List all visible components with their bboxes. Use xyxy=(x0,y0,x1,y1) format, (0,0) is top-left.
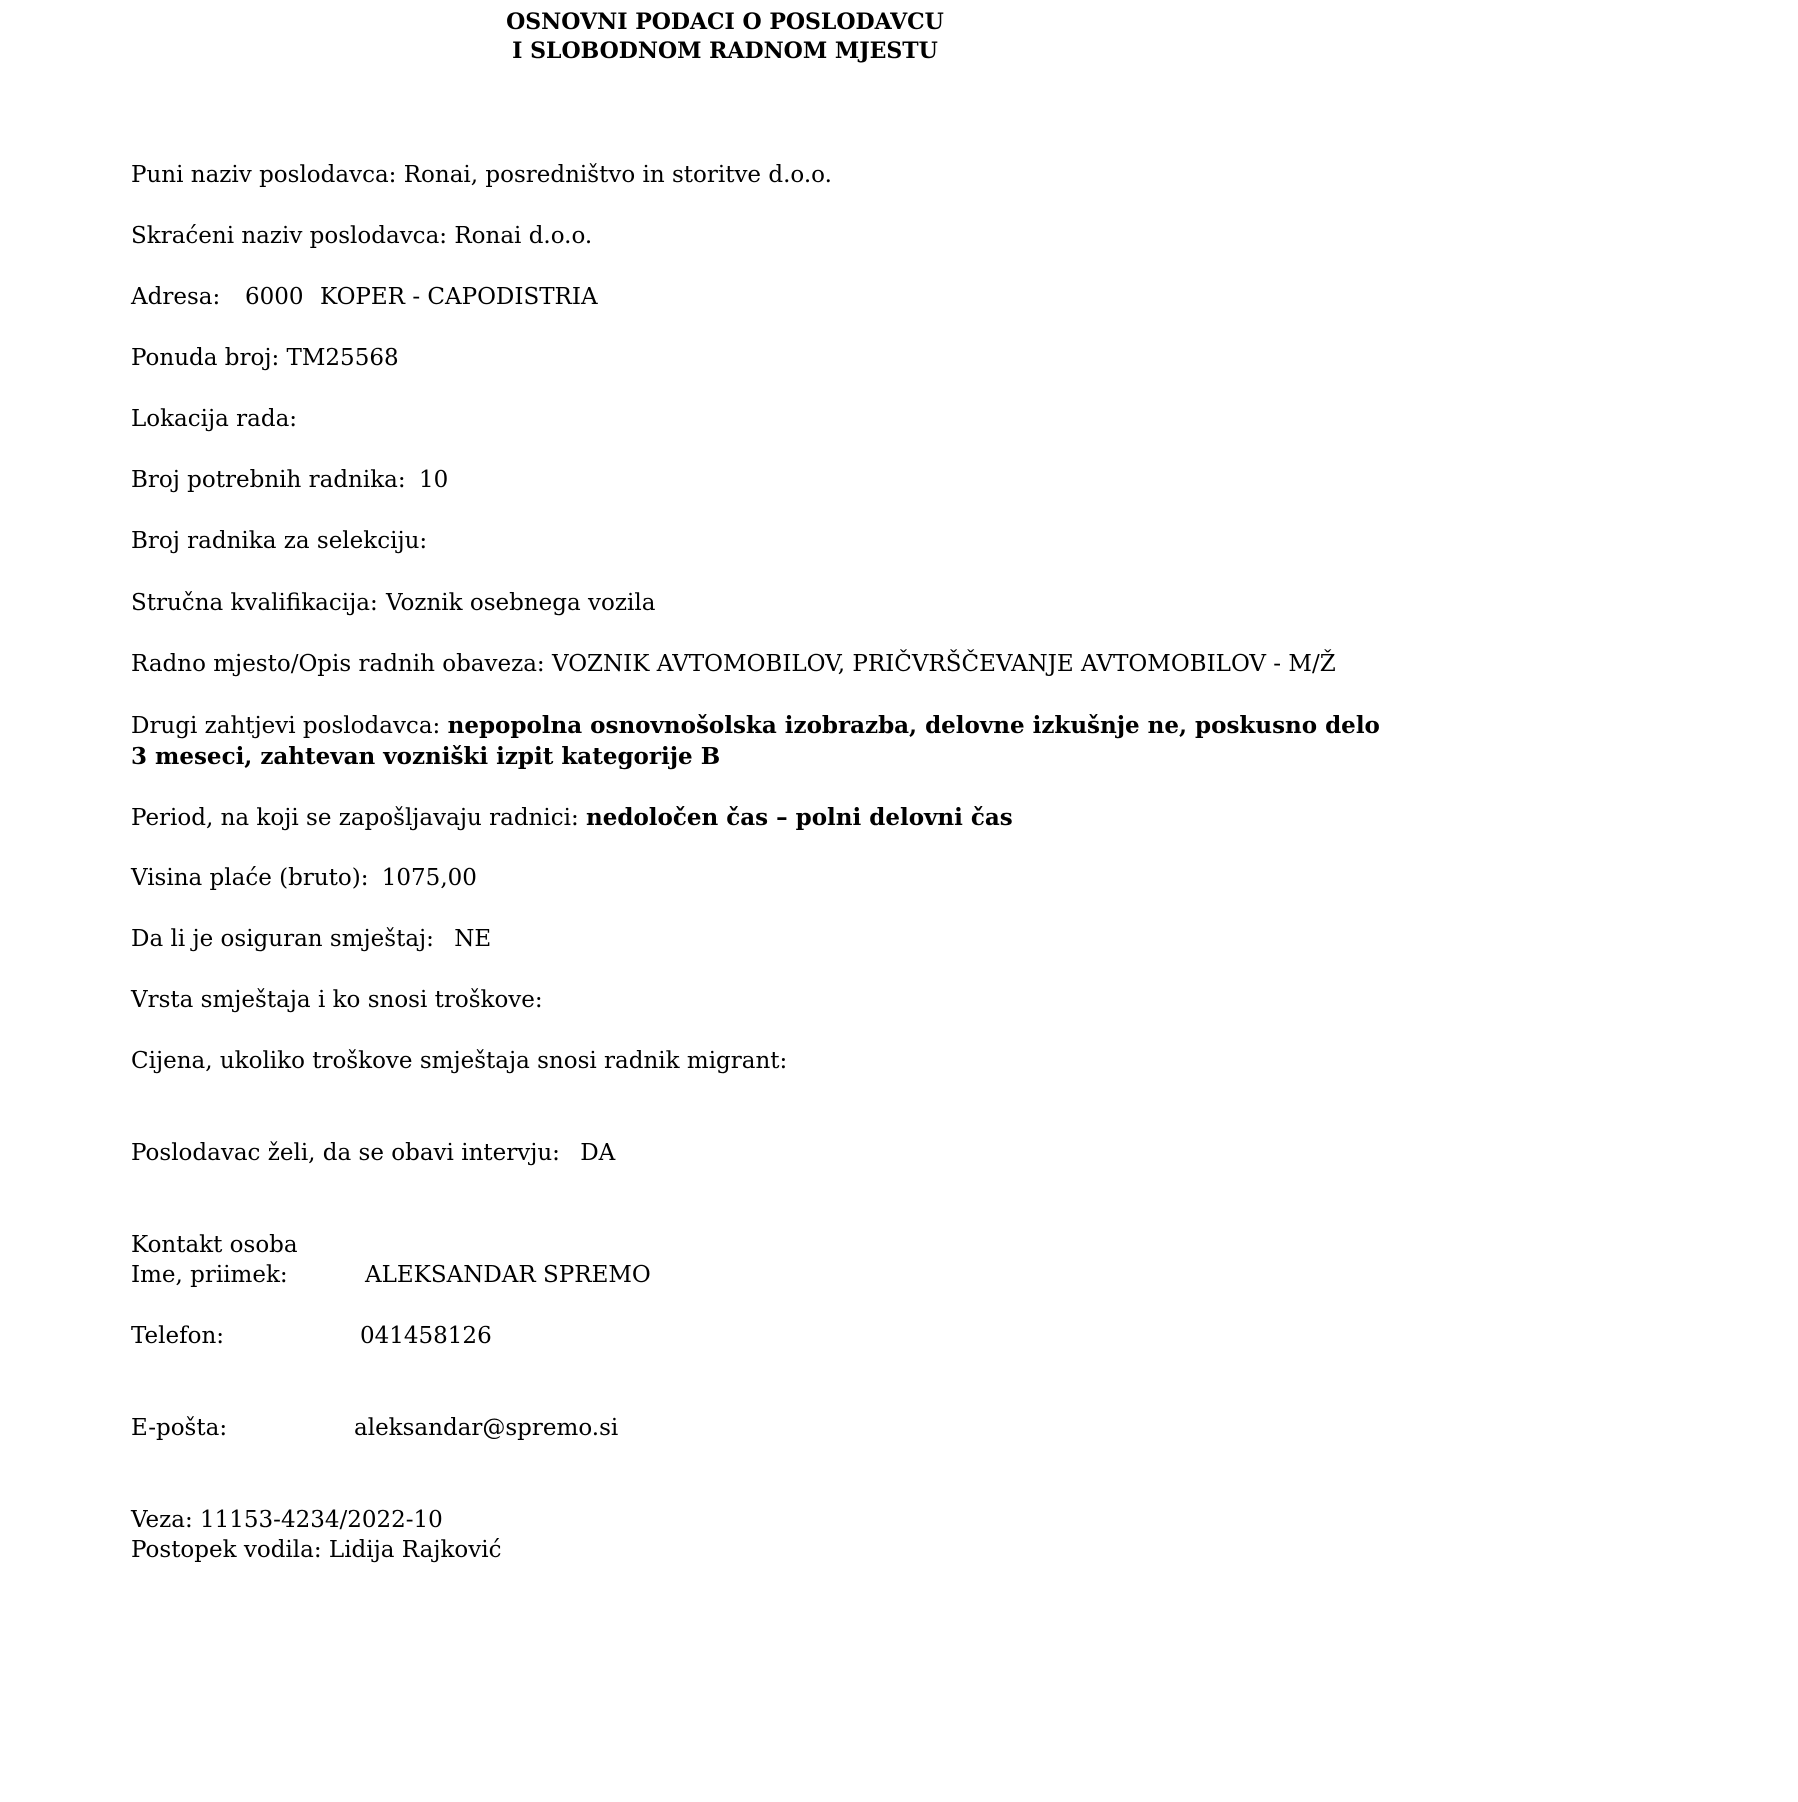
contact-name-label: Ime, priimek: xyxy=(131,1262,288,1288)
interview-label: Poslodavac želi, da se obavi intervju: xyxy=(131,1140,560,1166)
address-city: KOPER - CAPODISTRIA xyxy=(320,284,598,310)
short-name-value: Ronai d.o.o. xyxy=(454,223,593,249)
period-label: Period, na koji se zapošljavaju radnici: xyxy=(131,805,579,831)
qualification-row xyxy=(131,588,831,619)
job-value: VOZNIK AVTOMOBILOV, PRIČVRŠČEVANJE AVTOMOBILOV - M/Ž xyxy=(552,651,1336,677)
contact-heading: Kontakt osoba xyxy=(131,1232,298,1258)
accommodation-row xyxy=(131,924,491,955)
address-label: Adresa: xyxy=(131,284,221,310)
location-label: Lokacija rada: xyxy=(131,406,298,432)
full-name-row xyxy=(131,160,832,191)
accommodation-type-row xyxy=(131,985,543,1016)
full-name-value: Ronai, posredništvo in storitve d.o.o. xyxy=(403,162,832,188)
job-label: Radno mjesto/Opis radnih obaveza: xyxy=(131,651,545,677)
contact-phone-value: 041458126 xyxy=(360,1323,492,1349)
qualification-value: Voznik osebnega vozila xyxy=(386,590,656,616)
requirements-value-line-2: 3 meseci, zahtevan vozniški izpit kategorije B xyxy=(131,743,721,770)
workers-needed-row xyxy=(131,465,448,496)
accommodation-price-row xyxy=(131,1046,787,1077)
contact-name-value: ALEKSANDAR SPREMO xyxy=(365,1262,651,1288)
contact-email-row xyxy=(131,1413,831,1444)
requirements-label: Drugi zahtjevi poslodavca: xyxy=(131,713,441,739)
offer-value: TM25568 xyxy=(286,345,399,371)
title-line-2: I SLOBODNOM RADNOM MJESTU xyxy=(512,38,938,64)
location-row xyxy=(131,404,297,435)
workers-needed-value: 10 xyxy=(418,467,449,493)
accommodation-value: NE xyxy=(454,926,492,952)
salary-row xyxy=(131,863,477,894)
interview-row xyxy=(131,1138,615,1169)
contact-phone-row xyxy=(131,1321,831,1352)
selection-row xyxy=(131,526,427,557)
period-value: nedoločen čas – polni delovni čas xyxy=(586,804,1013,831)
workers-needed-label: Broj potrebnih radnika: xyxy=(131,467,406,493)
title-line-1: OSNOVNI PODACI O POSLODAVCU xyxy=(506,9,944,35)
interview-value: DA xyxy=(580,1140,616,1166)
contact-email-label: E-pošta: xyxy=(131,1415,228,1441)
address-postcode: 6000 xyxy=(245,284,304,310)
period-row xyxy=(131,802,1013,834)
accommodation-type-label: Vrsta smještaja i ko snosi troškove: xyxy=(131,987,543,1013)
offer-row xyxy=(131,343,399,374)
contact-email-value: aleksandar@spremo.si xyxy=(354,1415,619,1441)
reference-line: Veza: 11153-4234/2022-10 xyxy=(131,1507,443,1533)
short-name-label: Skraćeni naziv poslodavca: xyxy=(131,223,448,249)
accommodation-price-label: Cijena, ukoliko troškove smještaja snosi radnik migrant: xyxy=(131,1048,788,1074)
document-title xyxy=(500,8,950,66)
salary-value: 1075,00 xyxy=(381,865,477,891)
short-name-row xyxy=(131,221,592,252)
full-name-label: Puni naziv poslodavca: xyxy=(131,162,397,188)
requirements-row xyxy=(131,710,1380,742)
requirements-value-line-1: nepopolna osnovnošolska izobrazba, delovne izkušnje ne, poskusno delo xyxy=(447,712,1380,739)
contact-phone-label: Telefon: xyxy=(131,1323,225,1349)
offer-label: Ponuda broj: xyxy=(131,345,280,371)
salary-label: Visina plaće (bruto): xyxy=(131,865,369,891)
selection-label: Broj radnika za selekciju: xyxy=(131,528,428,554)
accommodation-label: Da li je osiguran smještaj: xyxy=(131,926,434,952)
job-row xyxy=(131,649,1336,680)
address-row xyxy=(131,282,831,313)
contact-name-row xyxy=(131,1260,831,1291)
handled-by-line: Postopek vodila: Lidija Rajković xyxy=(131,1537,502,1563)
qualification-label: Stručna kvalifikacija: xyxy=(131,590,378,616)
